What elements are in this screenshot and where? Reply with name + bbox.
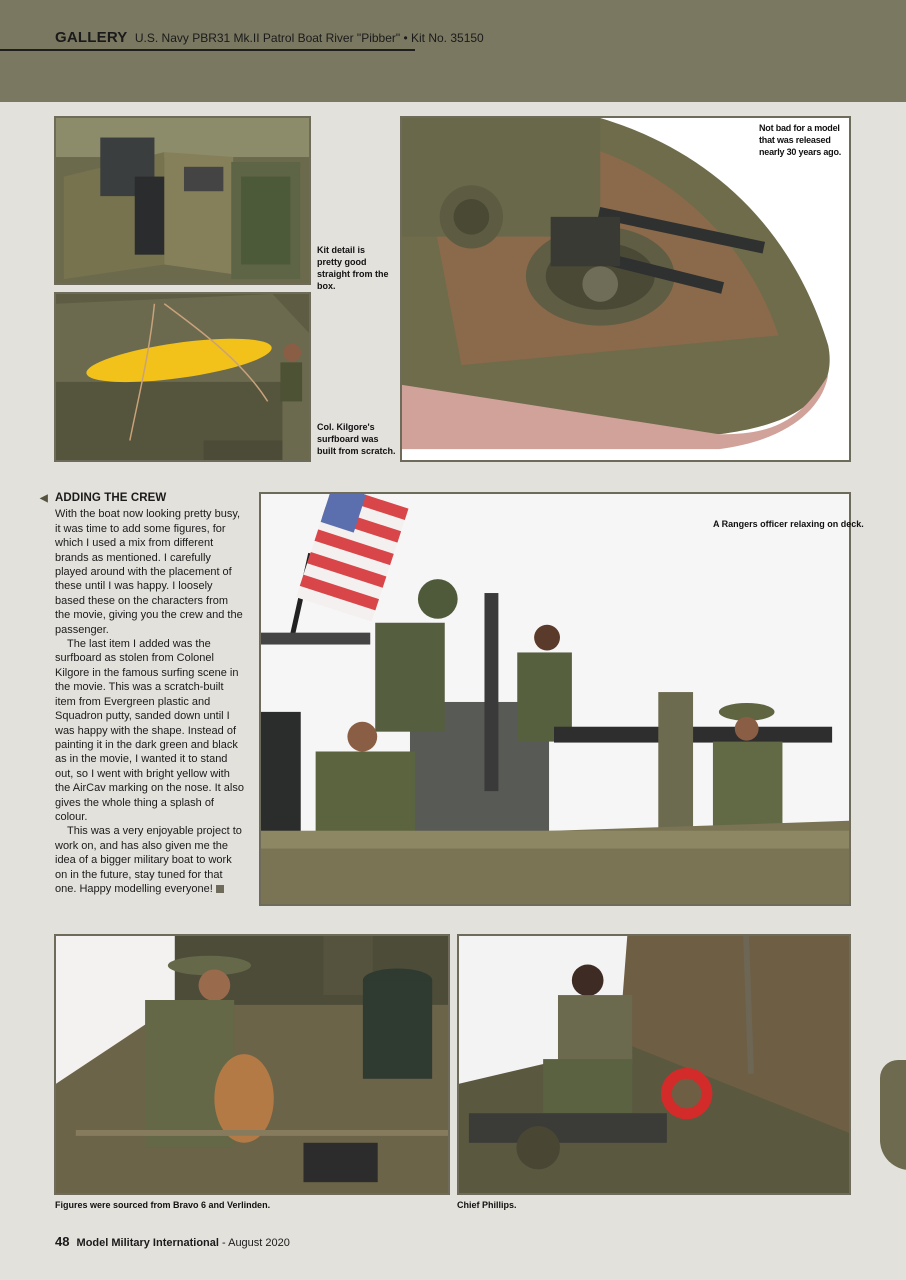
caption-not-bad: Not bad for a model that was released nearly 30 years ago. xyxy=(759,123,842,157)
header-rule xyxy=(0,49,415,51)
issue-date: - August 2020 xyxy=(218,1237,290,1249)
photo-bow-turret xyxy=(400,116,851,462)
article-body xyxy=(40,491,245,896)
article-paragraph: With the boat now looking pretty busy, it was time to add some figures, for which I used a mix from different brands as mentioned. I carefully played around with the placement of these until I was happy. I loosely based these on the characters from the movie, giving you the crew and the passenger. xyxy=(55,508,243,636)
caption-chief: Chief Phillips. xyxy=(457,1200,517,1210)
article-paragraph: The last item I added was the surfboard as stolen from Colonel Kilgore in the famous surfing scene in the movie. This was a scratch-built item from Evergreen plastic and Squadron putty, sanded down until I was happy with the shape. Instead of painting it in the dark green and black as in the movie, I wanted it to stand out, so I went with bright yellow with the AirCav marking on the nose. It also gives the whole thing a splash of colour. xyxy=(55,638,244,823)
running-head-subtitle: U.S. Navy PBR31 Mk.II Patrol Boat River "Pibber" • Kit No. 35150 xyxy=(134,31,484,45)
photo-edge-fragment xyxy=(880,1060,906,1170)
caption-rangers: A Rangers officer relaxing on deck. xyxy=(713,519,864,529)
article-heading xyxy=(40,491,245,505)
article-paragraph-text: This was a very enjoyable project to work on, and has also given me the idea of a bigger military boat to work on in the future, stay tuned for that one. Happy modelling everyone! xyxy=(55,825,242,895)
back-arrow-icon: ◀ xyxy=(40,493,48,504)
running-head xyxy=(55,29,484,46)
end-mark-icon xyxy=(216,885,224,893)
article-paragraph xyxy=(55,824,245,896)
photo-cabin-detail xyxy=(54,116,311,285)
photo-figure-guitar xyxy=(54,934,450,1195)
article-heading-text: ADDING THE CREW xyxy=(55,492,167,504)
photo-chief-phillips xyxy=(457,934,851,1195)
page-footer xyxy=(55,1234,290,1249)
caption-kit-detail: Kit detail is pretty good straight from the box. xyxy=(317,245,389,291)
caption-surfboard: Col. Kilgore's surfboard was built from scratch. xyxy=(317,422,396,456)
photo-crew-on-deck xyxy=(259,492,864,906)
header-band xyxy=(0,0,906,102)
photo-surfboard xyxy=(54,292,311,462)
caption-figures: Figures were sourced from Bravo 6 and Verlinden. xyxy=(55,1200,271,1210)
section-label: GALLERY xyxy=(55,29,128,46)
magazine-name: Model Military International xyxy=(76,1237,219,1249)
page-number: 48 xyxy=(55,1234,70,1249)
